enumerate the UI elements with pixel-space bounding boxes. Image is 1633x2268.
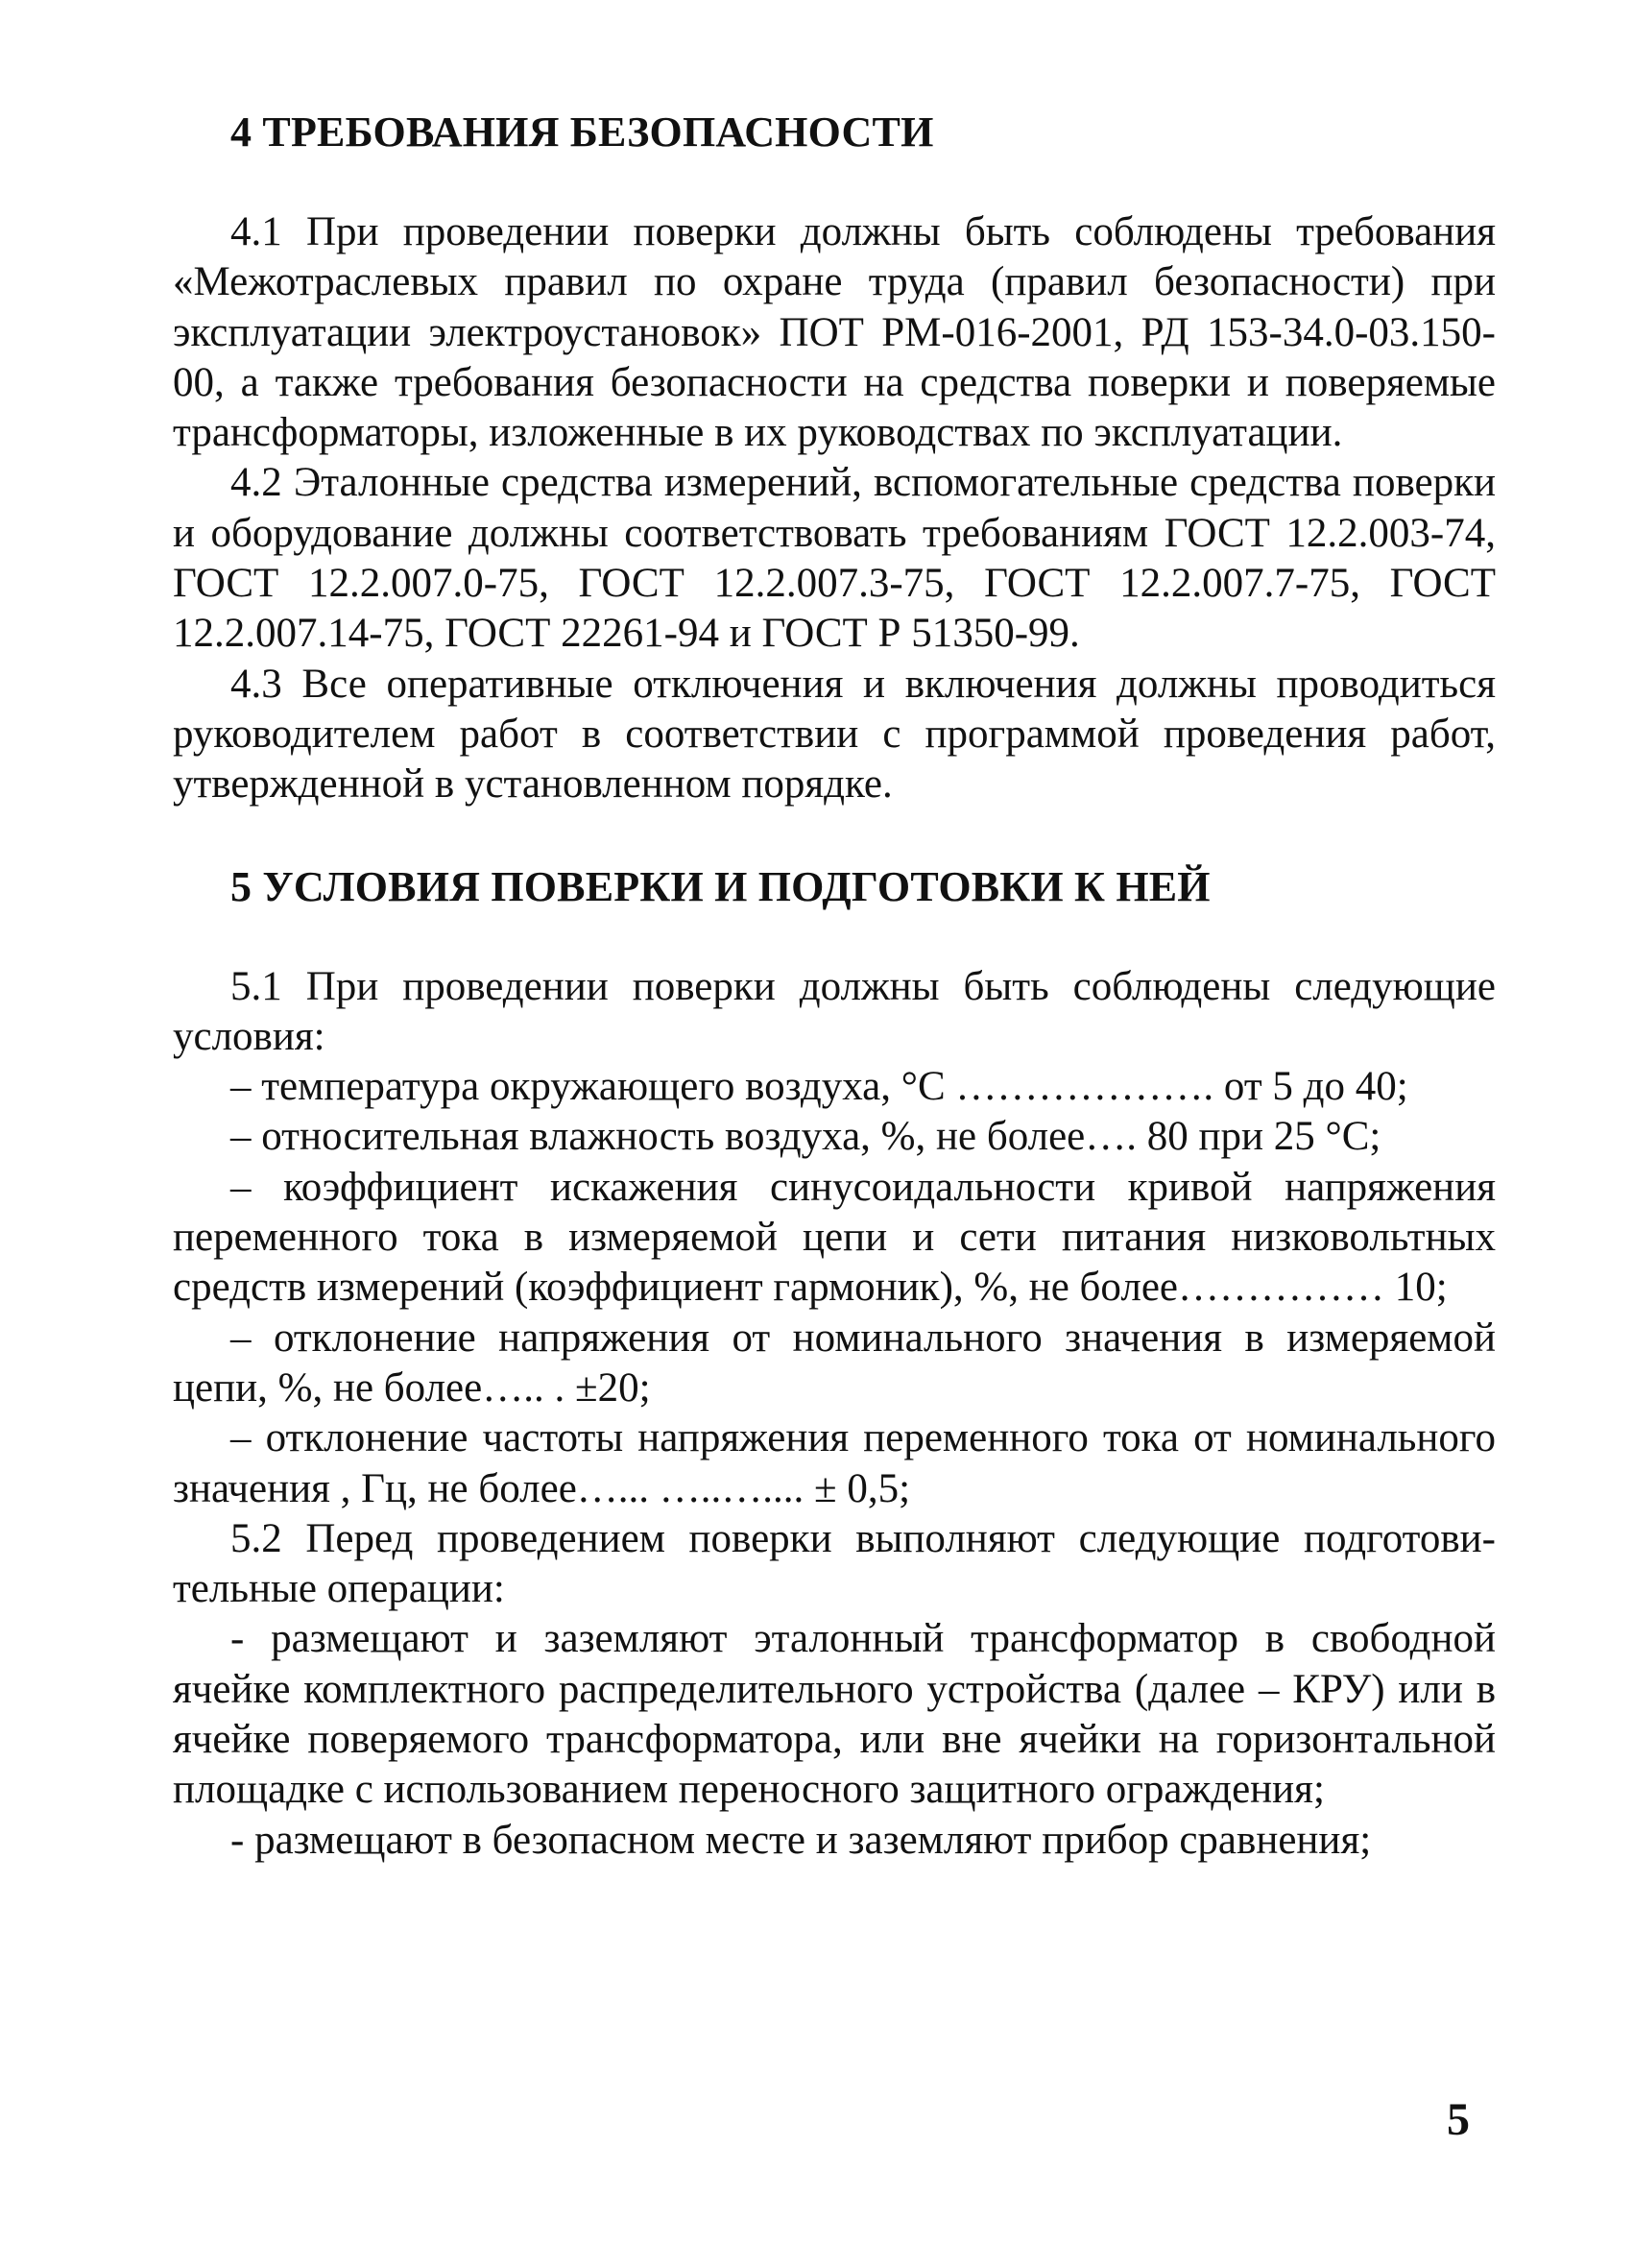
condition-item-voltage: – отклонение напряжения от номинального значения в измеряемой цепи, %, не более….. . ±20; bbox=[173, 1315, 1496, 1411]
page-content bbox=[173, 106, 1496, 1866]
condition-item-humidity: – относительная влажность воздуха, %, не более…. 80 при 25 °С; bbox=[230, 1114, 1381, 1160]
operation-item-transformer: - размещают и заземляют эталонный трансформатор в свободной ячейке комплектного распределительного устройства (далее – КРУ) или в ячейке поверяемого трансформатора, или вне ячейки на горизонтальной площадке с использованием переносного защитного ограждения; bbox=[173, 1616, 1496, 1813]
section-5-heading: 5 УСЛОВИЯ ПОВЕРКИ И ПОДГОТОВКИ К НЕЙ bbox=[230, 862, 1211, 910]
paragraph-4-1: 4.1 При проведении поверки должны быть соблюдены требования «Межотраслевых правил по охране труда (правил безопасности) при эксплуатации электроустановок» ПОТ РМ-016-2001, РД 153-34.0-03.150-00, а также требования безопасности на средства поверки и поверяемые трансформаторы, изложенные в их руководствах по эксплуатации. bbox=[173, 209, 1496, 456]
paragraph-5-1: 5.1 При проведении поверки должны быть соблюдены следующие условия: bbox=[173, 963, 1496, 1059]
page-number: 5 bbox=[1447, 2094, 1470, 2145]
paragraph-5-2: 5.2 Перед проведением поверки выполняют следующие подготовительные операции: bbox=[173, 1515, 1496, 1612]
condition-item-temperature: – температура окружающего воздуха, °С ………………. от 5 до 40; bbox=[230, 1064, 1408, 1110]
paragraph-4-2: 4.2 Эталонные средства измерений, вспомогательные средства поверки и оборудование должны соответствовать требованиям ГОСТ 12.2.003-74, ГОСТ 12.2.007.0-75, ГОСТ 12.2.007.3-75, ГОСТ 12.2.007.7-75, ГОСТ 12.2.007.14-75, ГОСТ 22261-94 и ГОСТ Р 51350-99. bbox=[173, 460, 1496, 657]
operation-item-comparator: - размещают в безопасном месте и заземляют прибор сравнения; bbox=[230, 1817, 1372, 1863]
paragraph-4-3: 4.3 Все оперативные отключения и включения должны проводиться руководителем работ в соответствии с программой проведения работ, утвержденной в установленном порядке. bbox=[173, 661, 1496, 808]
condition-item-harmonic: – коэффициент искажения синусоидальности кривой напряжения переменного тока в измеряемой цепи и сети питания низковольтных средств измерений (коэффициент гармоник), %, не более…………… 10; bbox=[173, 1164, 1496, 1311]
condition-item-frequency: – отклонение частоты напряжения переменного тока от номинального значения , Гц, не более…... …..….... ± 0,5; bbox=[173, 1415, 1496, 1511]
section-4-heading: 4 ТРЕБОВАНИЯ БЕЗОПАСНОСТИ bbox=[230, 109, 934, 156]
